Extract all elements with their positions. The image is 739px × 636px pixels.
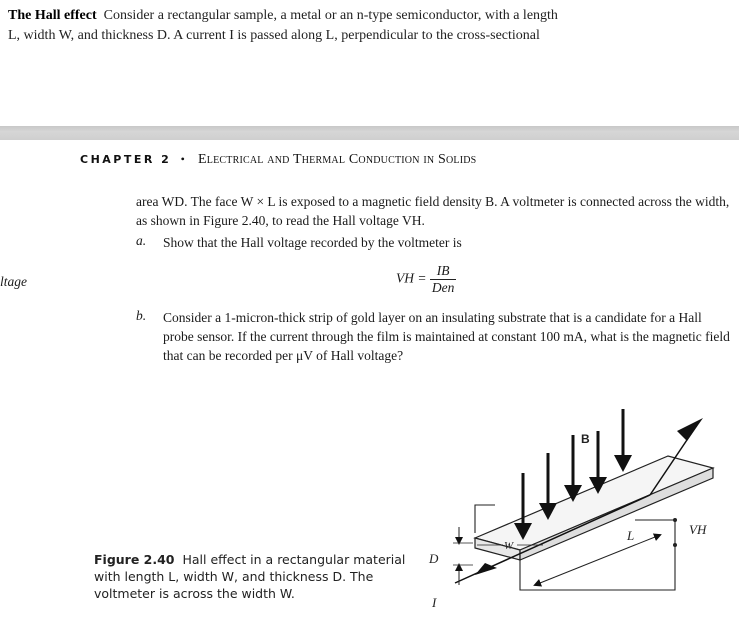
item-a-text: Show that the Hall voltage recorded by the voltmeter is <box>163 235 462 250</box>
label-B: B <box>581 432 590 446</box>
item-b-text: Consider a 1-micron-thick strip of gold layer on an insulating substrate that is a candidate for a Hall probe sensor. If the current through the film is maintained at constant 100 mA, what is the magnetic field that can be recorded per μV of Hall voltage? <box>163 310 730 363</box>
body-paragraph: area WD. The face W × L is exposed to a magnetic field density B. A voltmeter is connected across the width, as shown in Figure 2.40, to read the Hall voltage VH. <box>136 194 730 228</box>
hall-voltage-equation <box>396 263 456 296</box>
voltmeter-terminal-1 <box>673 518 677 522</box>
label-D: D <box>429 551 439 566</box>
length-arrow-right <box>555 535 660 577</box>
label-L: L <box>627 528 635 543</box>
figure-caption-text: Hall effect in a rectangular material with length L, width W, and thickness D. The voltmeter is across the width W. <box>94 552 406 601</box>
item-b-label: b. <box>136 308 147 323</box>
equation-lhs: VH = <box>396 270 427 286</box>
label-VH: VH <box>689 522 707 537</box>
section-heading: The Hall effect <box>8 8 97 23</box>
equation-numerator: IB <box>430 263 457 280</box>
chapter-bullet: • <box>180 152 185 166</box>
label-I: I <box>432 595 437 610</box>
top-line-1-text: Consider a rectangular sample, a metal or an n-type semiconductor, with a length <box>103 8 558 23</box>
voltmeter-terminal-2 <box>673 543 677 547</box>
figure-caption-label: Figure 2.40 <box>94 552 175 567</box>
previous-page-text <box>8 6 728 46</box>
top-line-2: L, width W, and thickness D. A current I is passed along L, perpendicular to the cross-sectional <box>8 28 540 43</box>
chapter-header <box>80 151 476 168</box>
equation-denominator: Den <box>431 280 455 295</box>
page-divider <box>0 126 739 140</box>
top-line-1 <box>8 6 728 26</box>
figure-caption <box>94 551 424 602</box>
chapter-title: Electrical and Thermal Conduction in Solids <box>198 152 477 167</box>
voltmeter-wire-left <box>475 505 495 533</box>
length-arrow-left <box>535 577 555 585</box>
equation-fraction <box>430 263 457 296</box>
chapter-label: CHAPTER 2 <box>80 153 172 166</box>
item-a-label: a. <box>136 233 147 248</box>
field-arrow-5-head <box>614 455 632 472</box>
hall-effect-figure <box>415 395 735 630</box>
current-arrow-head <box>677 418 703 441</box>
slab-top-face <box>475 456 713 550</box>
cropped-side-text: ltage <box>0 274 27 289</box>
label-W: W <box>504 540 514 552</box>
